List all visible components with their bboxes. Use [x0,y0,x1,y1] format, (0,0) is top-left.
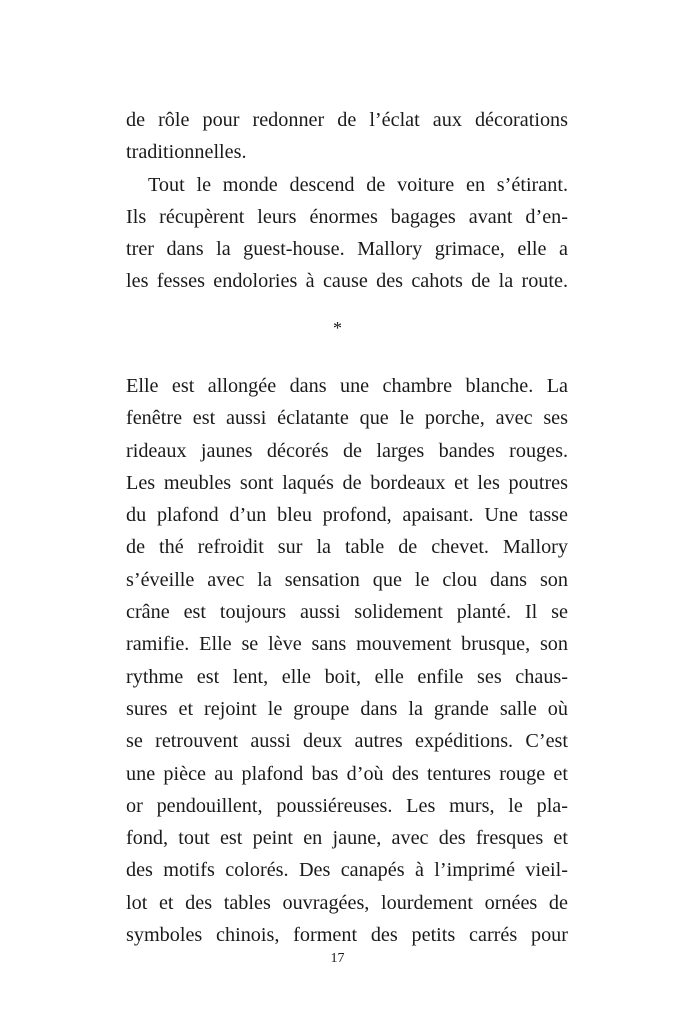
text-line: traditionnelles. [126,141,247,164]
section-separator: * [333,318,342,338]
page-number: 17 [330,951,345,966]
text-line: du plafond d’un bleu profond, apaisant. Une tasse [126,504,568,527]
text-line: les fesses endolories à cause des cahots de la route. [126,270,568,293]
text-line: se retrouvent aussi deux autres expéditions. C’est [126,730,568,753]
text-line: sures et rejoint le groupe dans la grande salle où [126,697,568,720]
text-line: trer dans la guest-house. Mallory grimace, elle a [126,238,568,261]
paragraph-room [126,370,568,951]
text-line: rythme est lent, elle boit, elle enfile ses chaus- [126,665,568,688]
text-line: crâne est toujours aussi solidement planté. Il se [126,601,568,624]
paragraph-arrival [126,169,568,298]
text-line: une pièce au plafond bas d’où des tentures rouge et [126,762,568,785]
text-line: rideaux jaunes décorés de larges bandes rouges. [126,439,568,462]
text-line: Les meubles sont laqués de bordeaux et les poutres [126,471,568,494]
text-line: or pendouillent, poussiéreuses. Les murs, le pla- [126,794,568,817]
text-block-bottom [126,370,568,951]
text-line: de thé refroidit sur la table de chevet. Mallory [126,536,568,559]
paragraph-continued [126,104,568,169]
text-line: ramifie. Elle se lève sans mouvement brusque, son [126,633,568,656]
text-line: Elle est allongée dans une chambre blanche. La [126,375,568,397]
text-line: lot et des tables ouvragées, lourdement ornées de [126,891,568,914]
text-block-top [126,104,568,298]
text-line: fenêtre est aussi éclatante que le porche, avec ses [126,407,568,430]
text-line: s’éveille avec la sensation que le clou dans son [126,568,568,591]
text-line: fond, tout est peint en jaune, avec des fresques et [126,827,568,850]
text-line: de rôle pour redonner de l’éclat aux décorations [126,109,568,131]
text-line: des motifs colorés. Des canapés à l’imprimé vieil- [126,859,568,882]
text-line: Ils récupèrent leurs énormes bagages avant d’en- [126,205,568,228]
text-line: Tout le monde descend de voiture en s’étirant. [148,173,568,196]
text-line: symboles chinois, forment des petits carrés pour [126,924,568,947]
